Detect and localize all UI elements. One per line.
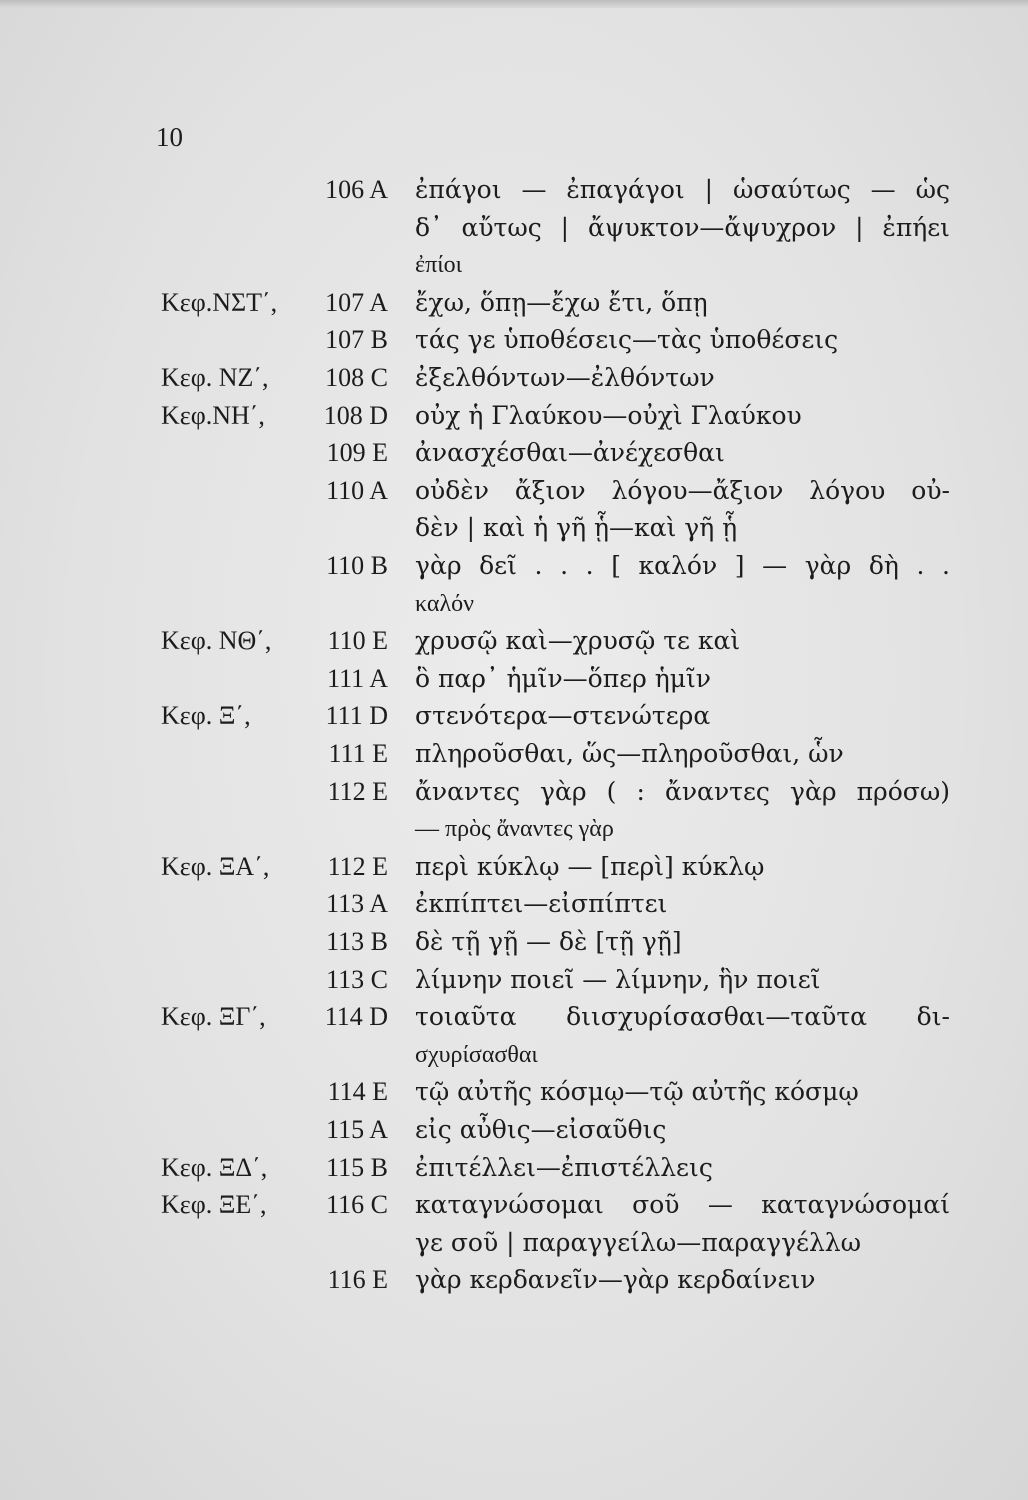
- chapter-label: Κεφ. ΝΖ΄,: [161, 363, 269, 392]
- reading-text: δὲ τῇ γῇ — δὲ [τῇ γῇ]: [415, 927, 682, 956]
- reading-text: ἔχω, ὅπῃ—ἔχω ἔτι, ὅπῃ: [415, 288, 708, 317]
- entry-line: [0, 849, 1028, 885]
- entry-line: [0, 1074, 1028, 1110]
- entry-line: [0, 548, 1028, 584]
- entry-line: [0, 172, 1028, 208]
- chapter-label: Κεφ. Ξ΄,: [161, 701, 251, 730]
- chapter-label: Κεφ. ΞΑ΄,: [161, 852, 270, 881]
- page-ref: 110 A: [326, 476, 388, 505]
- reading-text: ἄναντες γὰρ ( : ἄναντες γὰρ πρόσω): [415, 777, 950, 806]
- reading-text: γὰρ δεῖ . . . [ καλόν ] — γὰρ δὴ . .: [415, 551, 950, 580]
- reading-text: γὰρ κερδανεῖν—γὰρ κερδαίνειν: [415, 1265, 816, 1294]
- entry-line: [0, 1225, 1028, 1261]
- page-ref: 112 E: [327, 777, 388, 806]
- reading-text: ἐξελθόντων—ἐλθόντων: [415, 363, 715, 392]
- page-ref: 113 B: [326, 927, 388, 956]
- reading-text: εἰς αὖθις—εἰσαῦθις: [415, 1115, 667, 1144]
- page-ref: 111 A: [327, 664, 388, 693]
- entry-line: [0, 698, 1028, 734]
- entry-line: [0, 285, 1028, 321]
- page-ref: 113 C: [326, 965, 388, 994]
- entry-line: [0, 360, 1028, 396]
- entry-line: [0, 623, 1028, 659]
- page-ref: 106 A: [325, 175, 388, 204]
- page-ref: 109 E: [326, 438, 388, 467]
- page-ref: 107 A: [325, 288, 388, 317]
- page-ref: 113 A: [326, 889, 388, 918]
- reading-text: ἐπάγοι — ἐπαγάγοι | ὡσαύτως — ὡς: [415, 175, 950, 204]
- entry-line: [0, 322, 1028, 358]
- reading-text: πληροῦσθαι, ὥς—πληροῦσθαι, ὧν: [415, 739, 844, 768]
- reading-continuation: καλόν: [415, 591, 474, 617]
- chapter-label: Κεφ.ΝΗ΄,: [161, 401, 265, 430]
- reading-text: οὐδὲν ἄξιον λόγου—ἄξιον λόγου οὐ-: [415, 476, 950, 505]
- entry-line: [0, 586, 1028, 622]
- reading-text: οὐχ ἡ Γλαύκου—οὐχὶ Γλαύκου: [415, 401, 802, 430]
- entry-line: [0, 661, 1028, 697]
- reading-continuation: δὲν | καὶ ἡ γῆ ᾗ—καὶ γῆ ᾗ: [415, 513, 738, 542]
- reading-continuation: σχυρίσασθαι: [415, 1042, 538, 1068]
- page-ref: 111 D: [325, 701, 388, 730]
- reading-text: περὶ κύκλῳ — [περὶ] κύκλῳ: [415, 852, 765, 881]
- page-ref: 108 D: [323, 401, 388, 430]
- page-number: 10: [156, 122, 183, 152]
- entry-line: [0, 435, 1028, 471]
- chapter-label: Κεφ. ΞΕ΄,: [161, 1190, 267, 1219]
- reading-text: ὃ παρ᾽ ἡμῖν—ὅπερ ἡμῖν: [415, 664, 711, 693]
- page-ref: 116 E: [327, 1265, 388, 1294]
- page-ref: 114 D: [324, 1002, 388, 1031]
- entry-line: [0, 924, 1028, 960]
- entry-line: [0, 811, 1028, 847]
- reading-text: χρυσῷ καὶ—χρυσῷ τε καὶ: [415, 626, 741, 655]
- entry-line: [0, 1150, 1028, 1186]
- page-ref: 112 E: [327, 852, 388, 881]
- page-ref: 110 B: [326, 551, 388, 580]
- page-ref: 115 A: [326, 1115, 388, 1144]
- reading-continuation: γε σοῦ | παραγγείλω—παραγγέλλω: [415, 1228, 862, 1257]
- reading-text: ἐπιτέλλει—ἐπιστέλλεις: [415, 1153, 713, 1182]
- page-top-edge: [0, 0, 1028, 8]
- reading-text: λίμνην ποιεῖ — λίμνην, ἣν ποιεῖ: [415, 965, 821, 994]
- reading-continuation: — πρὸς ἄναντες γὰρ: [415, 816, 614, 842]
- entry-line: [0, 1112, 1028, 1148]
- entry-line: [0, 1187, 1028, 1223]
- page-ref: 110 E: [327, 626, 388, 655]
- entry-line: [0, 1037, 1028, 1073]
- page-ref: 116 C: [326, 1190, 388, 1219]
- reading-text: καταγνώσομαι σοῦ — καταγνώσομαί: [415, 1190, 950, 1219]
- reading-text: ἐκπίπτει—εἰσπίπτει: [415, 889, 668, 918]
- reading-text: τοιαῦτα διισχυρίσασθαι—ταῦτα δι-: [415, 1002, 950, 1031]
- entry-line: [0, 962, 1028, 998]
- entry-line: [0, 774, 1028, 810]
- entry-line: [0, 886, 1028, 922]
- reading-text: ἀνασχέσθαι—ἀνέχεσθαι: [415, 438, 725, 467]
- entry-line: [0, 1262, 1028, 1298]
- chapter-label: Κεφ. ΞΓ΄,: [161, 1002, 266, 1031]
- page-ref: 108 C: [325, 363, 388, 392]
- entry-line: [0, 510, 1028, 546]
- page-ref: 114 E: [327, 1077, 388, 1106]
- page-ref: 107 B: [325, 325, 388, 354]
- reading-continuation: δ᾽ αὔτως | ἄψυκτον—ἄψυχρον | ἐπήει: [415, 213, 950, 242]
- chapter-label: Κεφ.ΝΣΤ΄,: [161, 288, 278, 317]
- reading-text: στενότερα—στενώτερα: [415, 701, 711, 730]
- page-ref: 111 E: [328, 739, 388, 768]
- entry-line: [0, 473, 1028, 509]
- reading-continuation: ἐπίοι: [415, 252, 463, 278]
- reading-text: τάς γε ὑποθέσεις—τὰς ὑποθέσεις: [415, 325, 839, 354]
- entry-line: [0, 736, 1028, 772]
- page-ref: 115 B: [326, 1153, 388, 1182]
- chapter-label: Κεφ. ΞΔ΄,: [161, 1153, 268, 1182]
- chapter-label: Κεφ. ΝΘ΄,: [161, 626, 272, 655]
- entry-line: [0, 247, 1028, 283]
- reading-text: τῷ αὐτῆς κόσμῳ—τῷ αὐτῆς κόσμῳ: [415, 1077, 859, 1106]
- entry-line: [0, 999, 1028, 1035]
- entry-line: [0, 210, 1028, 246]
- entry-line: [0, 398, 1028, 434]
